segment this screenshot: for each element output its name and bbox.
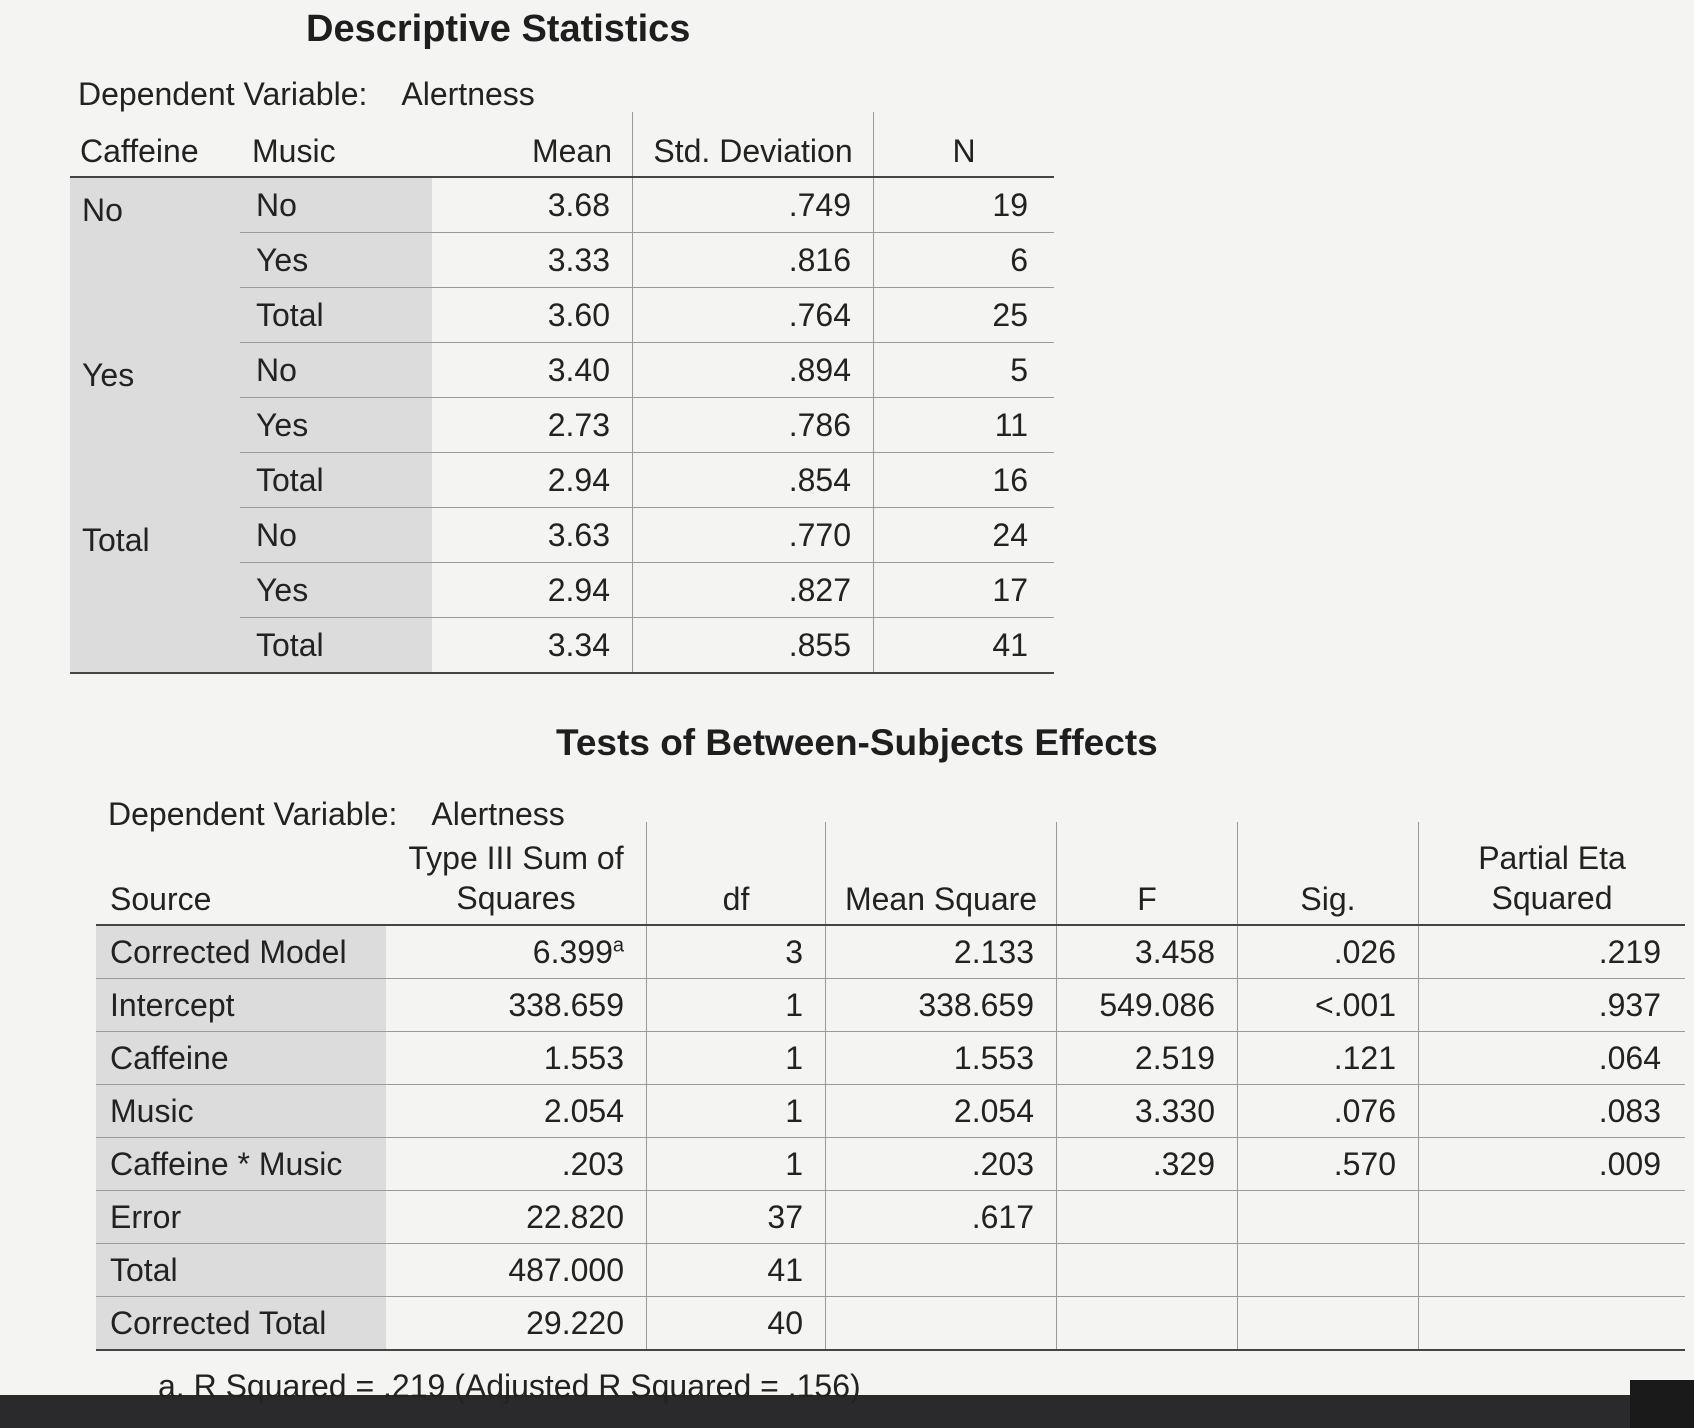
mean-cell: 3.40 xyxy=(432,343,633,398)
f-cell: 2.519 xyxy=(1057,1032,1238,1085)
header-mean-square: Mean Square xyxy=(826,822,1057,925)
table-row xyxy=(96,979,1685,1032)
mean-cell: 3.68 xyxy=(432,177,633,233)
descriptive-statistics-table xyxy=(70,112,1054,674)
ss-cell: 22.820 xyxy=(386,1191,647,1244)
df-cell: 37 xyxy=(647,1191,826,1244)
header-ss-line2: Squares xyxy=(456,880,576,916)
mean-cell: 3.60 xyxy=(432,288,633,343)
pe-cell xyxy=(1419,1297,1686,1351)
header-n: N xyxy=(874,112,1055,177)
header-partial-eta-squared xyxy=(1419,822,1686,925)
descriptive-dependent-variable xyxy=(78,76,535,113)
pe-cell xyxy=(1419,1244,1686,1297)
n-cell: 24 xyxy=(874,508,1055,563)
ms-cell: 2.133 xyxy=(826,925,1057,979)
ms-cell xyxy=(826,1244,1057,1297)
mean-cell: 3.33 xyxy=(432,233,633,288)
ss-value: 6.399 xyxy=(532,933,613,970)
source-cell: Caffeine xyxy=(96,1032,386,1085)
source-cell: Music xyxy=(96,1085,386,1138)
ss-cell xyxy=(386,925,647,979)
caffeine-group-label: No xyxy=(70,177,240,343)
df-cell: 40 xyxy=(647,1297,826,1351)
pe-cell xyxy=(1419,1191,1686,1244)
dependent-variable-value: Alertness xyxy=(431,796,565,832)
ss-cell: 338.659 xyxy=(386,979,647,1032)
sig-cell: .026 xyxy=(1238,925,1419,979)
header-f: F xyxy=(1057,822,1238,925)
ms-cell: 2.054 xyxy=(826,1085,1057,1138)
n-cell: 16 xyxy=(874,453,1055,508)
mean-cell: 2.73 xyxy=(432,398,633,453)
df-cell: 1 xyxy=(647,1138,826,1191)
ss-cell: 2.054 xyxy=(386,1085,647,1138)
source-cell: Corrected Total xyxy=(96,1297,386,1351)
header-df: df xyxy=(647,822,826,925)
header-pe-line2: Squared xyxy=(1491,880,1613,916)
ss-cell: 487.000 xyxy=(386,1244,647,1297)
header-music: Music xyxy=(240,112,432,177)
table-row xyxy=(70,343,1054,398)
table-row xyxy=(96,1032,1685,1085)
sig-cell xyxy=(1238,1244,1419,1297)
ms-cell: 338.659 xyxy=(826,979,1057,1032)
table-row xyxy=(70,508,1054,563)
source-cell: Caffeine * Music xyxy=(96,1138,386,1191)
sig-cell xyxy=(1238,1297,1419,1351)
pe-cell: .219 xyxy=(1419,925,1686,979)
header-mean: Mean xyxy=(432,112,633,177)
source-cell: Total xyxy=(96,1244,386,1297)
caffeine-group-label: Yes xyxy=(70,343,240,508)
df-cell: 41 xyxy=(647,1244,826,1297)
header-pe-line1: Partial Eta xyxy=(1478,840,1626,876)
n-cell: 11 xyxy=(874,398,1055,453)
table-row xyxy=(96,1191,1685,1244)
descriptive-title: Descriptive Statistics xyxy=(306,8,691,50)
pe-cell: .064 xyxy=(1419,1032,1686,1085)
f-cell xyxy=(1057,1191,1238,1244)
df-cell: 1 xyxy=(647,1085,826,1138)
source-cell: Intercept xyxy=(96,979,386,1032)
music-label: No xyxy=(240,177,432,233)
anova-title: Tests of Between-Subjects Effects xyxy=(556,722,1158,763)
source-cell: Error xyxy=(96,1191,386,1244)
df-cell: 1 xyxy=(647,979,826,1032)
sd-cell: .894 xyxy=(633,343,874,398)
sd-cell: .827 xyxy=(633,563,874,618)
f-cell: .329 xyxy=(1057,1138,1238,1191)
footnote-marker: a xyxy=(612,933,624,956)
f-cell: 3.458 xyxy=(1057,925,1238,979)
mean-cell: 2.94 xyxy=(432,453,633,508)
ss-cell: .203 xyxy=(386,1138,647,1191)
music-label: Yes xyxy=(240,563,432,618)
f-cell xyxy=(1057,1244,1238,1297)
music-label: No xyxy=(240,508,432,563)
table-row xyxy=(96,1085,1685,1138)
header-source: Source xyxy=(96,822,386,925)
table-header-row xyxy=(96,822,1685,925)
n-cell: 17 xyxy=(874,563,1055,618)
caffeine-group-label: Total xyxy=(70,508,240,674)
header-sig: Sig. xyxy=(1238,822,1419,925)
sd-cell: .770 xyxy=(633,508,874,563)
header-std-deviation: Std. Deviation xyxy=(633,112,874,177)
sig-cell: <.001 xyxy=(1238,979,1419,1032)
header-sum-of-squares xyxy=(386,822,647,925)
f-cell: 3.330 xyxy=(1057,1085,1238,1138)
ss-cell: 1.553 xyxy=(386,1032,647,1085)
sd-cell: .786 xyxy=(633,398,874,453)
sig-cell xyxy=(1238,1191,1419,1244)
dependent-variable-label: Dependent Variable: xyxy=(108,796,398,832)
pe-cell: .083 xyxy=(1419,1085,1686,1138)
background-corner xyxy=(1630,1380,1694,1428)
ms-cell: 1.553 xyxy=(826,1032,1057,1085)
between-subjects-effects-table xyxy=(96,822,1685,1351)
dependent-variable-value: Alertness xyxy=(401,76,535,112)
header-ss-line1: Type III Sum of xyxy=(408,840,624,876)
sig-cell: .121 xyxy=(1238,1032,1419,1085)
music-label: Total xyxy=(240,288,432,343)
table-row xyxy=(70,177,1054,233)
ms-cell: .617 xyxy=(826,1191,1057,1244)
df-cell: 1 xyxy=(647,1032,826,1085)
pe-cell: .009 xyxy=(1419,1138,1686,1191)
music-label: Total xyxy=(240,453,432,508)
table-footnote: a. R Squared = .219 (Adjusted R Squared = .156) xyxy=(158,1368,861,1404)
ms-cell xyxy=(826,1297,1057,1351)
ss-cell: 29.220 xyxy=(386,1297,647,1351)
pe-cell: .937 xyxy=(1419,979,1686,1032)
sig-cell: .570 xyxy=(1238,1138,1419,1191)
f-cell xyxy=(1057,1297,1238,1351)
table-row xyxy=(96,1297,1685,1351)
sd-cell: .764 xyxy=(633,288,874,343)
sd-cell: .855 xyxy=(633,618,874,674)
dependent-variable-label: Dependent Variable: xyxy=(78,76,368,112)
n-cell: 19 xyxy=(874,177,1055,233)
music-label: No xyxy=(240,343,432,398)
n-cell: 5 xyxy=(874,343,1055,398)
music-label: Yes xyxy=(240,233,432,288)
sd-cell: .854 xyxy=(633,453,874,508)
music-label: Total xyxy=(240,618,432,674)
table-header-row xyxy=(70,112,1054,177)
f-cell: 549.086 xyxy=(1057,979,1238,1032)
mean-cell: 2.94 xyxy=(432,563,633,618)
n-cell: 6 xyxy=(874,233,1055,288)
mean-cell: 3.63 xyxy=(432,508,633,563)
music-label: Yes xyxy=(240,398,432,453)
table-row xyxy=(96,1244,1685,1297)
n-cell: 25 xyxy=(874,288,1055,343)
table-row xyxy=(96,925,1685,979)
table-row xyxy=(96,1138,1685,1191)
ms-cell: .203 xyxy=(826,1138,1057,1191)
header-caffeine: Caffeine xyxy=(70,112,240,177)
n-cell: 41 xyxy=(874,618,1055,674)
sd-cell: .749 xyxy=(633,177,874,233)
df-cell: 3 xyxy=(647,925,826,979)
source-cell: Corrected Model xyxy=(96,925,386,979)
sig-cell: .076 xyxy=(1238,1085,1419,1138)
sd-cell: .816 xyxy=(633,233,874,288)
mean-cell: 3.34 xyxy=(432,618,633,674)
